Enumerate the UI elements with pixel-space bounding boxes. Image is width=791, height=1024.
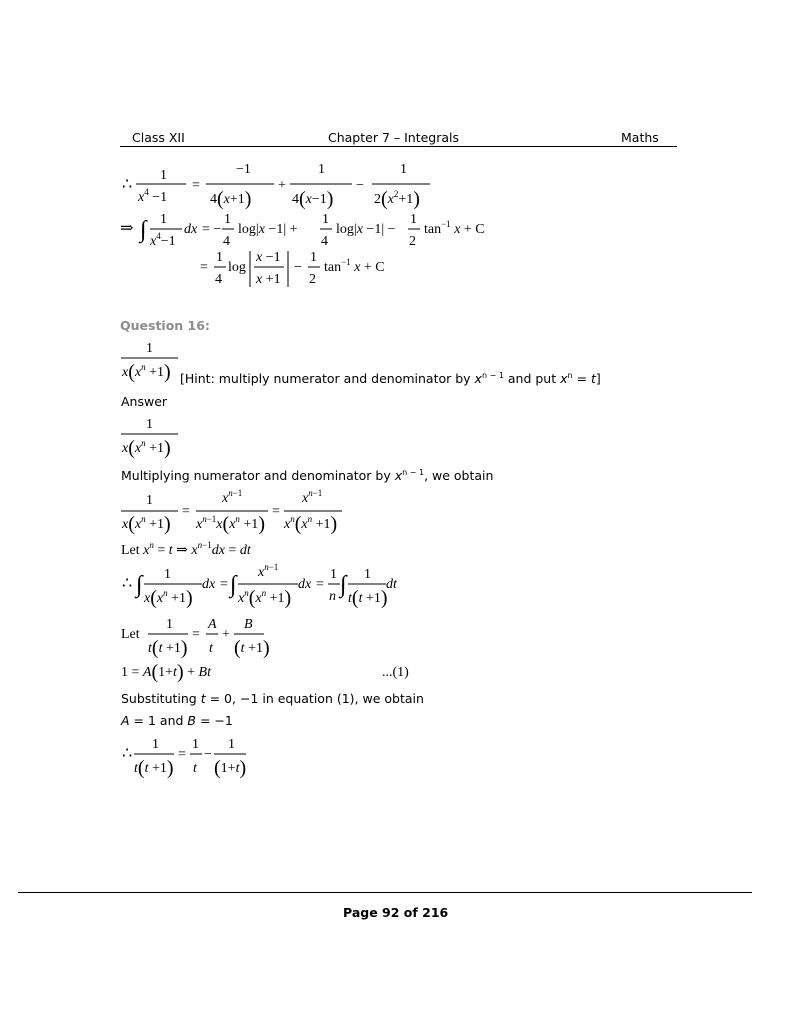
svg-text:log|x −1| −: log|x −1| −: [336, 222, 396, 237]
svg-text:−: −: [204, 747, 212, 762]
svg-text:−: −: [356, 178, 364, 193]
svg-text:Let: Let: [121, 627, 140, 642]
svg-text:...(1): ...(1): [382, 665, 409, 680]
svg-text:1: 1: [410, 212, 417, 227]
svg-text:x4−1: $x^4-1$: [150, 231, 176, 249]
svg-text:∫: ∫: [136, 572, 143, 598]
svg-text:1: 1: [160, 212, 167, 227]
svg-text:∴: ∴: [122, 176, 133, 193]
svg-text:= −: = −: [202, 222, 222, 237]
svg-text:(1+t): (1+t): [214, 757, 247, 779]
svg-text:1: 1: [318, 162, 325, 177]
svg-text:x(xn +1): $x(x^n +1)$: [122, 437, 171, 459]
svg-text:x4 −1: $x^4 -1$: [138, 187, 168, 205]
coefficients-result: A = 1 and B = −1: [121, 713, 233, 728]
svg-text:t: t: [209, 641, 213, 656]
svg-text:−: −: [294, 260, 302, 275]
svg-text:xn(xn +1): $x^n(x^n +1)$: [238, 587, 292, 609]
svg-text:B: B: [244, 617, 253, 632]
svg-text:1: 1: [146, 493, 153, 508]
svg-text:xn−1x(xn +1): $x^n-1x(x^n +1)$: [196, 513, 265, 535]
svg-text:⇒: ⇒: [120, 220, 134, 237]
svg-text:+: +: [222, 627, 230, 642]
svg-text:1: 1: [322, 212, 329, 227]
svg-text:1: 1: [330, 567, 337, 582]
svg-text:4: 4: [321, 234, 328, 249]
svg-text:=: =: [182, 504, 190, 519]
svg-text:=: =: [272, 504, 280, 519]
svg-text:(t +1): (t +1): [234, 637, 270, 659]
svg-text:x(xn +1): $x(x^n +1)$: [122, 513, 171, 535]
let-word: Let: [121, 543, 144, 558]
svg-text:4: 4: [215, 272, 222, 287]
svg-text:=: =: [178, 747, 186, 762]
svg-text:+: +: [278, 178, 286, 193]
svg-text:∫: ∫: [340, 572, 347, 598]
header-chapter: Chapter 7 – Integrals: [328, 130, 460, 145]
svg-text:t(t +1): t(t +1): [348, 587, 388, 609]
svg-text:x +1: x +1: [256, 272, 281, 287]
svg-text:Let xn = t ⇒ xn−1dx = dt: Let $x^n = t$ ⇒ $x^n-1dx$ = dt: [121, 540, 251, 558]
svg-text:=: =: [192, 627, 200, 642]
partial-fraction-result-equations: [118, 155, 485, 295]
svg-text:tan−1 x + C: $\tan^{-1} x + C$: [324, 257, 385, 275]
svg-text:1: 1: [152, 737, 159, 752]
svg-text:∫: ∫: [140, 217, 147, 243]
svg-text:4: 4: [223, 234, 230, 249]
svg-text:1 = A(1+t) + Bt: 1 = A(1+t) + Bt: [121, 661, 211, 683]
svg-text:∴: ∴: [122, 745, 133, 762]
svg-text:1: 1: [228, 737, 235, 752]
partial-fraction-decomposition: [118, 734, 258, 780]
answer-label: Answer: [121, 394, 168, 409]
svg-text:1: 1: [400, 162, 407, 177]
svg-text:2(x2+1): $2(x^2+1)$: [374, 188, 420, 210]
svg-text:∫: ∫: [230, 572, 237, 598]
svg-text:xn−1: $x^n-1$: [258, 562, 279, 580]
svg-text:n: n: [329, 589, 336, 604]
svg-text:dx: dx: [202, 577, 216, 592]
header-rule: [120, 146, 677, 147]
svg-text:2: 2: [309, 272, 316, 287]
svg-text:1: 1: [160, 168, 167, 183]
svg-text:tan−1 x + C: $\tan^{-1} x + C$: [424, 219, 485, 237]
svg-text:log: log: [228, 260, 246, 275]
svg-text:=: =: [220, 577, 228, 592]
svg-text:A: A: [208, 617, 217, 632]
multiply-statement: Multiplying numerator and denominator by $x^{n - 1}$, we obtain: [121, 468, 494, 484]
header-class: Class XII: [132, 130, 185, 145]
svg-text:∴: ∴: [122, 575, 133, 592]
svg-text:x(xn +1): $x(x^n +1)$: [144, 587, 193, 609]
svg-text:2: 2: [409, 234, 416, 249]
derivation-equations: [118, 488, 458, 698]
svg-text:t: t: [193, 761, 197, 776]
svg-text:1: 1: [164, 567, 171, 582]
svg-text:dt: dt: [386, 577, 397, 592]
svg-text:1: 1: [192, 737, 199, 752]
page-number: Page 92 of 216: [343, 905, 449, 920]
svg-text:4(x−1): 4(x−1): [292, 188, 334, 210]
svg-text:t(t +1): t(t +1): [148, 637, 188, 659]
question-hint: [Hint: multiply numerator and denominator by $x^{n - 1}$ and put $x^n = t$]: [180, 371, 601, 387]
svg-text:dx: dx: [184, 222, 198, 237]
svg-text:log|x −1| +: log|x −1| +: [238, 222, 298, 237]
svg-text:1: 1: [166, 617, 173, 632]
svg-text:xn−1: $x^n-1$: [302, 488, 323, 506]
substitution-statement: Substituting t = 0, −1 in equation (1), we obtain: [121, 691, 424, 706]
svg-text:x −1: x −1: [256, 250, 281, 265]
svg-text:=: =: [200, 260, 208, 275]
footer-rule: [18, 892, 752, 893]
svg-text:4(x+1): 4(x+1): [210, 188, 252, 210]
svg-text:dx: dx: [298, 577, 312, 592]
svg-text:1: 1: [224, 212, 231, 227]
question-label: Question 16:: [120, 318, 210, 333]
svg-text:=: =: [192, 178, 200, 193]
svg-text:t(t +1): t(t +1): [134, 757, 174, 779]
svg-text:=: =: [316, 577, 324, 592]
svg-text:x(xn +1): $x(x^n +1)$: [122, 361, 171, 383]
header-subject: Maths: [621, 130, 659, 145]
svg-text:1: 1: [364, 567, 371, 582]
svg-text:1: 1: [216, 250, 223, 265]
svg-text:1: 1: [146, 417, 153, 432]
svg-text:1: 1: [310, 250, 317, 265]
svg-text:−1: −1: [236, 162, 251, 177]
answer-integrand: [118, 414, 182, 460]
svg-text:xn(xn +1): $x^n(x^n +1)$: [284, 513, 338, 535]
svg-text:xn−1: $x^n-1$: [222, 488, 243, 506]
question-integrand: [118, 338, 182, 384]
svg-text:1: 1: [146, 341, 153, 356]
